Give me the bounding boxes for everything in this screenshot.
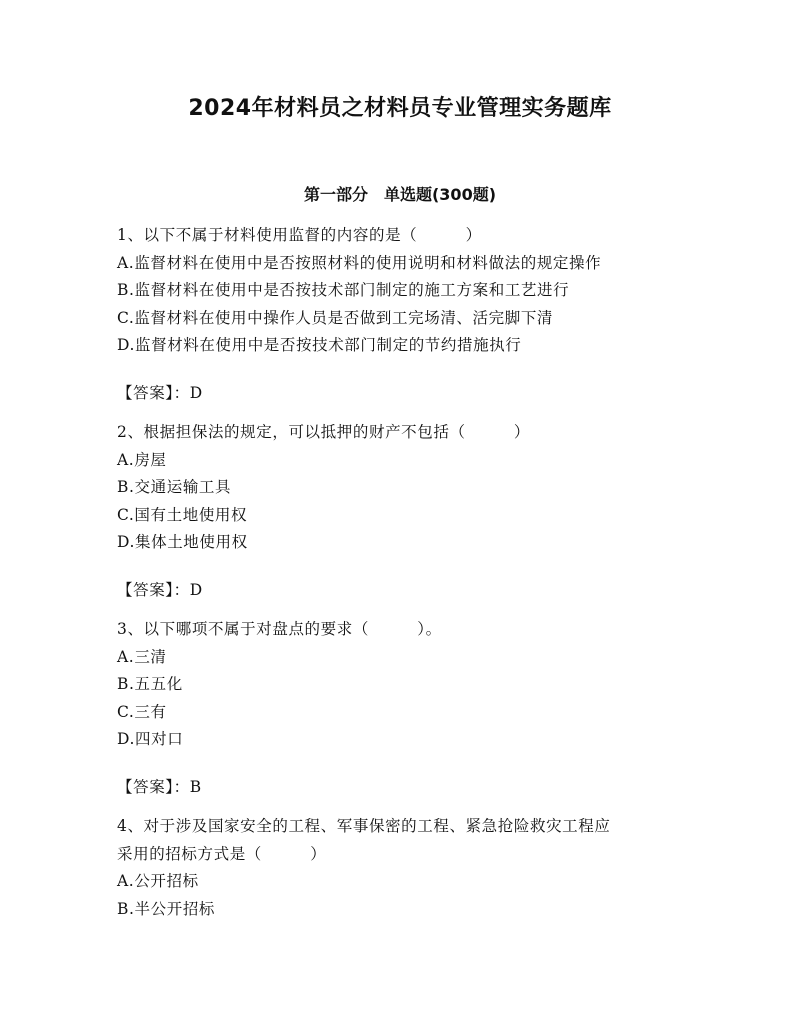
document-title: 2024年材料员之材料员专业管理实务题库 bbox=[188, 96, 612, 121]
answer-line: 【答案】：D bbox=[117, 383, 203, 402]
option-c: C.监督材料在使用中操作人员是否做到工完场清、活完脚下清 bbox=[117, 308, 554, 327]
question-block bbox=[117, 222, 687, 407]
option-a: A.房屋 bbox=[117, 450, 167, 469]
section-title: 第一部分 单选题(300题) bbox=[303, 185, 497, 204]
question-block bbox=[117, 419, 687, 604]
option-b: B.半公开招标 bbox=[117, 899, 216, 918]
question-list bbox=[117, 222, 687, 923]
answer-line: 【答案】：B bbox=[117, 777, 202, 796]
question-block bbox=[117, 813, 687, 923]
option-a: A.监督材料在使用中是否按照材料的使用说明和材料做法的规定操作 bbox=[117, 253, 602, 272]
option-d: D.四对口 bbox=[117, 730, 184, 748]
option-b: B.五五化 bbox=[117, 675, 183, 693]
option-b: B.交通运输工具 bbox=[117, 478, 232, 496]
question-stem: 2、根据担保法的规定，可以抵押的财产不包括（ ） bbox=[117, 423, 530, 441]
question-stem: 4、对于涉及国家安全的工程、军事保密的工程、紧急抢险救灾工程应 bbox=[117, 817, 611, 835]
option-d: D.集体土地使用权 bbox=[117, 533, 248, 551]
question-block bbox=[117, 616, 687, 801]
option-a: A.公开招标 bbox=[117, 872, 199, 890]
option-c: C.三有 bbox=[117, 702, 167, 721]
option-d: D.监督材料在使用中是否按技术部门制定的节约措施执行 bbox=[117, 336, 522, 354]
option-b: B.监督材料在使用中是否按技术部门制定的施工方案和工艺进行 bbox=[117, 281, 570, 299]
answer-line: 【答案】：D bbox=[117, 580, 203, 599]
option-a: A.三清 bbox=[117, 647, 167, 666]
question-stem-continued: 采用的招标方式是（ ） bbox=[117, 844, 327, 863]
question-stem: 3、以下哪项不属于对盘点的要求（ ）。 bbox=[117, 620, 442, 638]
question-stem: 1、以下不属于材料使用监督的内容的是（ ） bbox=[117, 226, 482, 244]
option-c: C.国有土地使用权 bbox=[117, 505, 248, 524]
